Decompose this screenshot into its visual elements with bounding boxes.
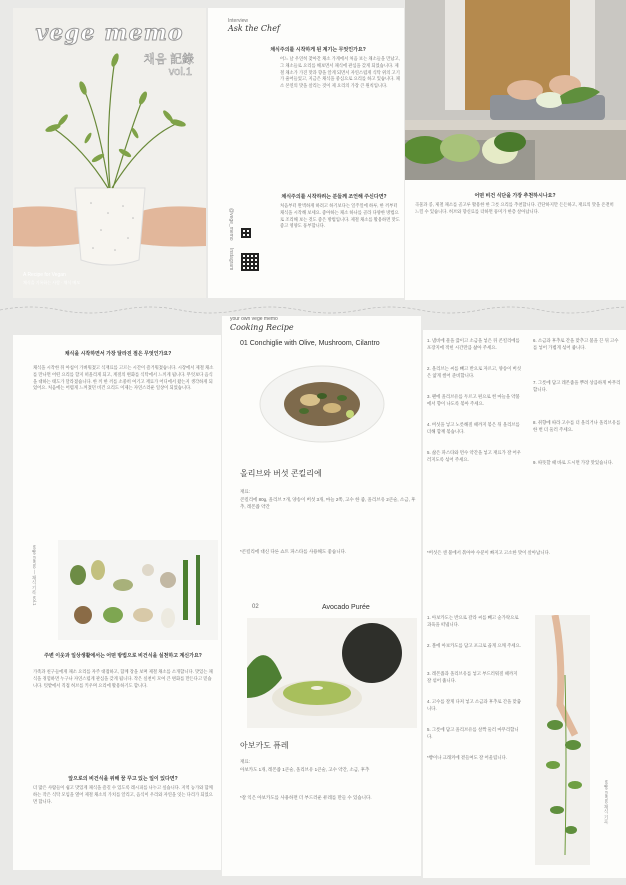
recipe-2-step-2: 2. 볼에 아보카도를 담고 포크로 곱게 으깨 주세요. xyxy=(427,643,522,648)
essay-answer-2: 가족과 친구들에게 채소 요리를 자주 대접하고, 함께 장을 보며 제철 채소를 소개합니다. 맛있는 채식을 경험하면 누구나 자연스럽게 관심을 갖게 됩니다. 작은 실천이 모여 큰 변화를 만든다고 믿습니다. 텃밭에서 직접 허브를 키우며 요리에 활용하기도 합니다. xyxy=(33,669,213,688)
chef-photo-page xyxy=(405,0,626,300)
interview-title: Ask the Chef xyxy=(228,24,280,33)
recipe-1-step-5: 5. 삶은 파스타와 면수 약간을 넣고 재료가 잘 어우러지도록 섞어 주세요. xyxy=(427,450,522,462)
recipe-2-title-korean: 아보카도 퓨레 xyxy=(240,741,289,750)
recipe-2-title: Avocado Purée xyxy=(322,604,370,611)
essay-answer-3: 더 많은 사람들이 쉽고 맛있게 채식을 즐길 수 있도록 레시피를 나누고 싶습니다. 지역 농가와 함께하는 작은 식탁 모임을 열어 제철 채소의 가치를 알리고, 음식이 우리와 자연을 잇는 다리가 되었으면 합니다. xyxy=(33,785,213,804)
recipe-1-step-2: 2. 올리브는 씨를 빼고 반으로 자르고, 양송이 버섯은 얇게 썰어 준비합니다. xyxy=(427,366,522,378)
recipe-page xyxy=(222,316,421,876)
pasta-dish-photo xyxy=(252,356,392,451)
interview-answer-3: 곡물과 콩, 제철 채소를 골고루 활용한 한 그릇 요리를 추천합니다. 간단하지만 든든하고, 재료의 맛을 온전히 느낄 수 있습니다. 허브와 향신료를 더하면 풍미가 한층 살아납니다. xyxy=(415,202,614,214)
recipe-1-step-1: 1. 냄비에 물을 끓이고 소금을 넣은 뒤 콘킬리에를 포장지에 적힌 시간만큼 삶아 주세요. xyxy=(427,338,520,350)
cover-footer-line2: 채식을 기록하는 사람 · 채식 메모 xyxy=(23,280,81,285)
cover-volume: vol.1 xyxy=(168,66,192,78)
avocado-puree-photo xyxy=(247,618,417,728)
qr-code-icon xyxy=(241,253,259,271)
recipe-2-note: *잘 익은 아보카도를 사용하면 더 부드러운 퓨레를 만들 수 있습니다. xyxy=(240,795,372,800)
cilantro-stem-photo xyxy=(535,615,590,865)
recipe-vertical-caption: vege memo 채식 기록 xyxy=(604,780,609,825)
recipe-1-ingredients: 콘킬리에 80g, 올리브 7개, 양송이 버섯 3개, 마늘 2쪽, 고수 한 줌, 올리브유 2큰술, 소금, 후추, 레몬즙 약간 xyxy=(240,497,416,509)
recipe-1-step-8: 8. 취향에 따라 고수를 더 올리거나 올리브유를 한 번 더 둘러 주세요. xyxy=(533,420,621,432)
recipe-2-step-3: 3. 레몬즙과 올리브유를 넣고 부드러워질 때까지 잘 섞어 줍니다. xyxy=(427,671,518,683)
interview-page xyxy=(208,8,404,298)
interview-answer-2: 처음부터 완벽하게 하려고 하기보다는 일주일에 하루, 한 끼부터 채식을 시작해 보세요. 좋아하는 채소 하나를 골라 다양한 방법으로 조리해 보는 것도 좋은 방법입니다. 제철 채소를 활용하면 맛도 좋고 영양도 풍부합니다. xyxy=(280,203,400,229)
cover-page xyxy=(13,8,206,298)
recipe-1-step-3: 3. 팬에 올리브유를 두르고 편으로 썬 마늘을 약불에서 향이 나도록 볶아 주세요. xyxy=(427,394,520,406)
recipe-2-step-6: *빵이나 크래커에 곁들여도 잘 어울립니다. xyxy=(427,755,507,760)
essay-page xyxy=(13,335,221,870)
interview-vertical-platform: Instagram xyxy=(228,248,234,271)
cooking-recipe-label: your own vege memo xyxy=(230,316,278,322)
essay-vertical-caption: vege memo — 채식 기록 vol.1 xyxy=(32,545,37,606)
recipe-1-step-9: 9. 따뜻할 때 바로 드시면 가장 맛있습니다. xyxy=(533,460,614,465)
recipe-1-title-korean: 올리브와 버섯 콘킬리에 xyxy=(240,469,322,478)
recipe-2-ingredients-label: 재료: xyxy=(240,759,250,764)
essay-answer-1: 채식을 시작한 뒤 아침이 가벼워졌고 식재료를 고르는 시간이 즐거워졌습니다. 시장에서 제철 채소를 만나면 어떤 요리를 할지 떠올리게 되고, 계절의 변화를 식탁에서 느끼게 됩니다. 무엇보다 음식을 대하는 태도가 달라졌습니다. 한 끼 한 끼를 소중히 여기고 재료가 어디에서 왔는지 생각하게 되었어요. 처음에는 어렵게 느껴졌던 비건 요리도 이제는 자연스러운 일상이 되었습니다. xyxy=(33,365,214,391)
recipe-2-step-5: 5. 그릇에 담고 올리브유를 살짝 둘러 마무리합니다. xyxy=(427,727,519,739)
recipe-2-step-4: 4. 고수를 잘게 다져 넣고 소금과 후추로 간을 맞춥니다. xyxy=(427,699,522,711)
vegetables-photo xyxy=(58,540,218,640)
recipe-2-number: 02 xyxy=(252,604,259,610)
cooking-recipe-title: Cooking Recipe xyxy=(230,323,294,332)
recipe-1-note: *콘킬리에 대신 다른 쇼트 파스타를 사용해도 좋습니다. xyxy=(240,549,347,554)
recipe-1-ingredients-label: 재료: xyxy=(240,489,250,494)
interview-question-3: 어떤 비건 식단을 가장 추천하시나요? xyxy=(474,193,556,199)
interview-label: Interview xyxy=(228,18,249,24)
recipe-1-heading: 01 Conchiglie with Olive, Mushroom, Cilantro xyxy=(240,340,380,347)
recipe-1-tip: *버섯은 센 불에서 볶아야 수분이 빠지고 고소한 맛이 살아납니다. xyxy=(427,550,550,555)
logo-icon xyxy=(241,228,251,238)
cover-title: vege memo xyxy=(35,20,184,46)
cover-subtitle-korean: 채음 記錄 xyxy=(143,52,194,66)
interview-vertical-handle: @vege_memo xyxy=(228,208,234,241)
recipe-1-step-6: 6. 소금과 후추로 간을 맞추고 불을 끈 뒤 고수를 넣어 가볍게 섞어 줍니다. xyxy=(533,338,619,350)
recipe-steps-page xyxy=(423,330,626,878)
interview-answer-1: 어느 날 우연히 찾아간 채소 가게에서 처음 보는 채소들을 만났고, 그 채소들로 요리를 해보면서 채식에 관심을 갖게 되었습니다. 제철 채소가 가진 맛과 향을 알게 되면서 자연스럽게 식탁 위의 고기가 줄어들었고, 지금은 채식을 중심으로 요리를 하고 있습니다. 채소 본연의 맛을 살리는 것이 제 요리의 가장 큰 원칙입니다. xyxy=(280,56,400,89)
essay-question-3: 앞으로의 비건식을 위해 꿈 꾸고 있는 일이 있다면? xyxy=(68,776,178,782)
interview-question-1: 채식주의를 시작하게 된 계기는 무엇인가요? xyxy=(270,47,366,53)
interview-question-2: 채식주의를 시작하려는 분들께 조언해 주신다면? xyxy=(281,194,387,200)
recipe-2-step-1: 1. 아보카도는 반으로 갈라 씨를 빼고 숟가락으로 과육을 떠냅니다. xyxy=(427,615,519,627)
recipe-2-ingredients: 아보카도 1개, 레몬즙 1큰술, 올리브유 1큰술, 고수 약간, 소금, 후추 xyxy=(240,767,370,772)
essay-question-1: 채식을 시작하면서 가장 달라진 점은 무엇인가요? xyxy=(64,351,172,357)
cover-footer-line1: A Recipe for Vegan xyxy=(23,272,66,278)
recipe-1-step-7: 7. 그릇에 담고 레몬즙을 뿌려 상큼하게 마무리합니다. xyxy=(533,380,621,392)
recipe-1-step-4: 4. 버섯을 넣고 노릇해질 때까지 볶은 뒤 올리브를 더해 함께 볶습니다. xyxy=(427,422,520,434)
essay-question-2: 주변 이웃과 일상생활에서는 어떤 방법으로 비건식을 실천하고 계신가요? xyxy=(44,653,202,659)
